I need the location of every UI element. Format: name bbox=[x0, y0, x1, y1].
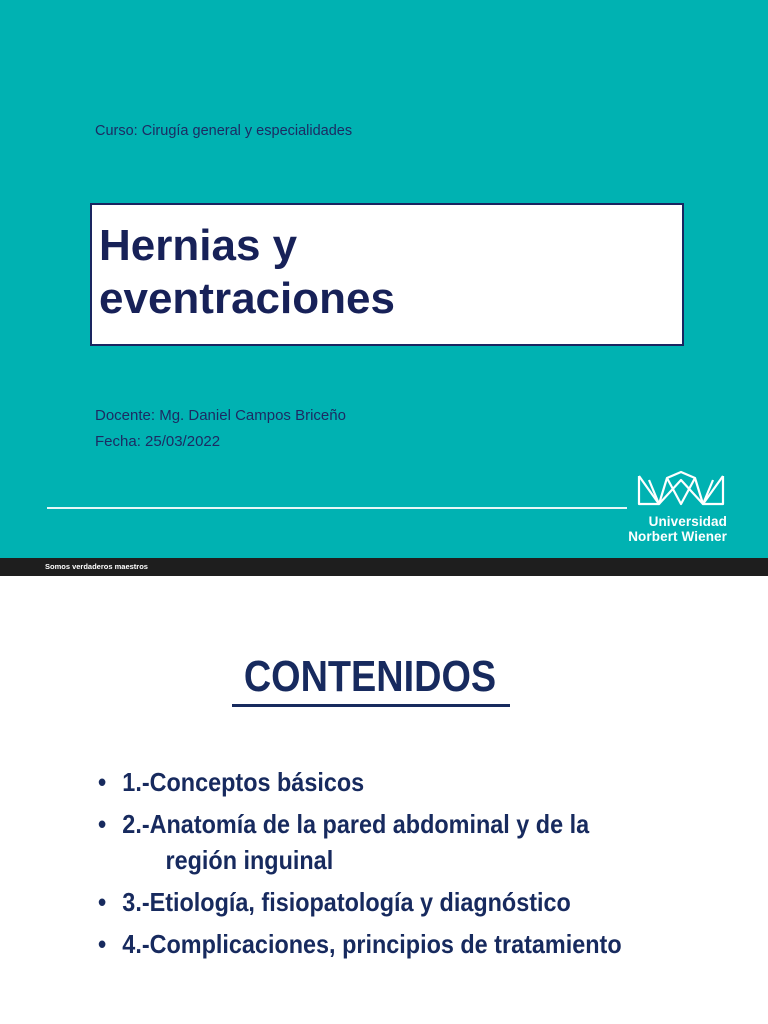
presentation-title bbox=[99, 219, 672, 325]
contents-list bbox=[98, 764, 758, 968]
list-item bbox=[98, 806, 692, 878]
list-item bbox=[98, 926, 692, 962]
teacher-label: Docente: Mg. Daniel Campos Briceño bbox=[95, 407, 346, 424]
bullet-icon: • bbox=[98, 929, 107, 959]
title-box bbox=[90, 203, 684, 346]
list-item-text: 1.-Conceptos básicos bbox=[122, 767, 365, 797]
title-line-2: eventraciones bbox=[99, 274, 395, 323]
list-item-text: 2.-Anatomía de la pared abdominal y de la bbox=[122, 809, 590, 839]
title-line-1: Hernias y bbox=[99, 221, 298, 270]
list-item bbox=[98, 884, 692, 920]
date-label: Fecha: 25/03/2022 bbox=[95, 433, 221, 450]
bullet-icon: • bbox=[98, 767, 107, 797]
bullet-icon: • bbox=[98, 809, 107, 839]
divider-line bbox=[47, 507, 627, 509]
contents-slide bbox=[0, 576, 768, 1024]
list-item-text: 3.-Etiología, fisiopatología y diagnóstico bbox=[122, 887, 571, 917]
university-logo bbox=[603, 470, 729, 550]
book-wings-logo-icon bbox=[637, 470, 725, 508]
title-underline bbox=[232, 704, 510, 707]
list-item-text: 4.-Complicaciones, principios de tratamiento bbox=[122, 929, 622, 959]
logo-line-2: Norbert Wiener bbox=[628, 529, 727, 544]
logo-line-1: Universidad bbox=[648, 514, 727, 529]
list-item-continuation: región inguinal bbox=[165, 845, 334, 875]
footer-bar bbox=[0, 558, 768, 576]
contents-title: CONTENIDOS bbox=[243, 652, 497, 701]
list-item bbox=[98, 764, 692, 800]
course-label: Curso: Cirugía general y especialidades bbox=[95, 123, 353, 139]
bullet-icon: • bbox=[98, 887, 107, 917]
tagline: Somos verdaderos maestros bbox=[45, 562, 148, 571]
